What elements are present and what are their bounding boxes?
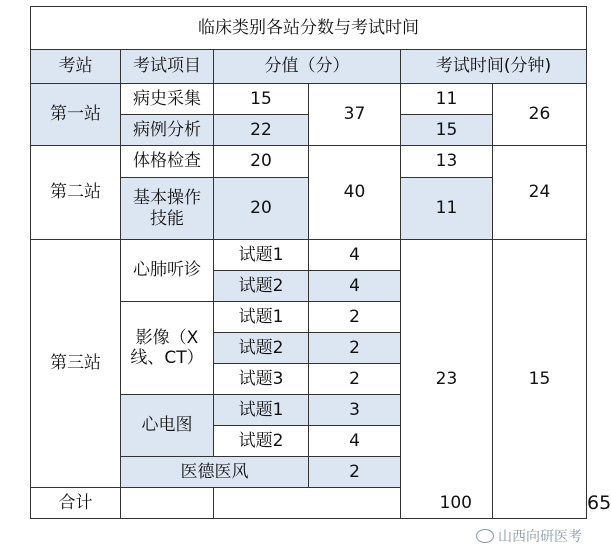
ethics-name: 医德医风 xyxy=(121,457,309,488)
question-score: 3 xyxy=(309,395,401,426)
question-name: 试题3 xyxy=(214,364,309,395)
header-time: 考试时间(分钟) xyxy=(401,50,587,84)
ethics-score: 2 xyxy=(309,457,401,488)
question-score: 4 xyxy=(309,426,401,457)
question-score: 2 xyxy=(309,302,401,333)
item-name: 病例分析 xyxy=(121,115,214,146)
item-score: 15 xyxy=(214,84,309,115)
question-score: 2 xyxy=(309,364,401,395)
total-label: 合计 xyxy=(31,488,121,519)
station-3-name: 第三站 xyxy=(31,240,121,488)
item-name: 体格检查 xyxy=(121,146,214,178)
total-empty xyxy=(121,488,214,519)
station-1-time: 26 xyxy=(493,84,587,146)
group-name xyxy=(121,302,214,395)
watermark xyxy=(476,526,582,546)
header-score: 分值（分） xyxy=(214,50,401,84)
table-title: 临床类别各站分数与考试时间 xyxy=(31,7,587,50)
question-name: 试题1 xyxy=(214,395,309,426)
station-1-name: 第一站 xyxy=(31,84,121,146)
item-name: 病史采集 xyxy=(121,84,214,115)
total-score: 100 xyxy=(214,488,493,519)
question-name: 试题2 xyxy=(214,333,309,364)
station-2-name: 第二站 xyxy=(31,146,121,240)
score-time-table: 临床类别各站分数与考试时间 考站 考试项目 分值（分） 考试时间(分钟) 第一站 病史采集 15 37 11 26 病例分析 22 15 第二站 体格检查 20 40 13 24 基本操作技能 20 11 第三站 心肺听诊 试题1 4 23 15 试题2 4 影像（X线、CT） 试题1 2 试题2 2 试题3 2 心电图 试题1 3 试题2 4 医德医风 2 合计 100 65 xyxy=(30,6,587,519)
group-name-text: 影像（X线、CT） xyxy=(130,327,204,368)
station-3-time-b: 15 xyxy=(493,240,587,519)
question-score: 4 xyxy=(309,271,401,302)
wechat-icon xyxy=(476,529,494,543)
question-name: 试题1 xyxy=(214,240,309,271)
header-item: 考试项目 xyxy=(121,50,214,84)
item-score: 20 xyxy=(214,178,309,240)
question-score: 4 xyxy=(309,240,401,271)
station-2-score: 40 xyxy=(309,146,401,240)
item-score: 20 xyxy=(214,146,309,178)
item-time: 15 xyxy=(401,115,493,146)
header-station: 考站 xyxy=(31,50,121,84)
question-name: 试题2 xyxy=(214,426,309,457)
watermark-text: 山西向研医考 xyxy=(498,529,582,545)
item-name xyxy=(121,178,214,240)
question-name: 试题1 xyxy=(214,302,309,333)
group-name: 心肺听诊 xyxy=(121,240,214,302)
station-2-time: 24 xyxy=(493,146,587,240)
item-time: 11 xyxy=(401,84,493,115)
item-score: 22 xyxy=(214,115,309,146)
station-3-time-a: 23 xyxy=(401,240,493,519)
station-1-score: 37 xyxy=(309,84,401,146)
question-name: 试题2 xyxy=(214,271,309,302)
item-time: 11 xyxy=(401,178,493,240)
question-score: 2 xyxy=(309,333,401,364)
item-time: 13 xyxy=(401,146,493,178)
group-name: 心电图 xyxy=(121,395,214,457)
item-name-text: 基本操作技能 xyxy=(133,188,201,229)
